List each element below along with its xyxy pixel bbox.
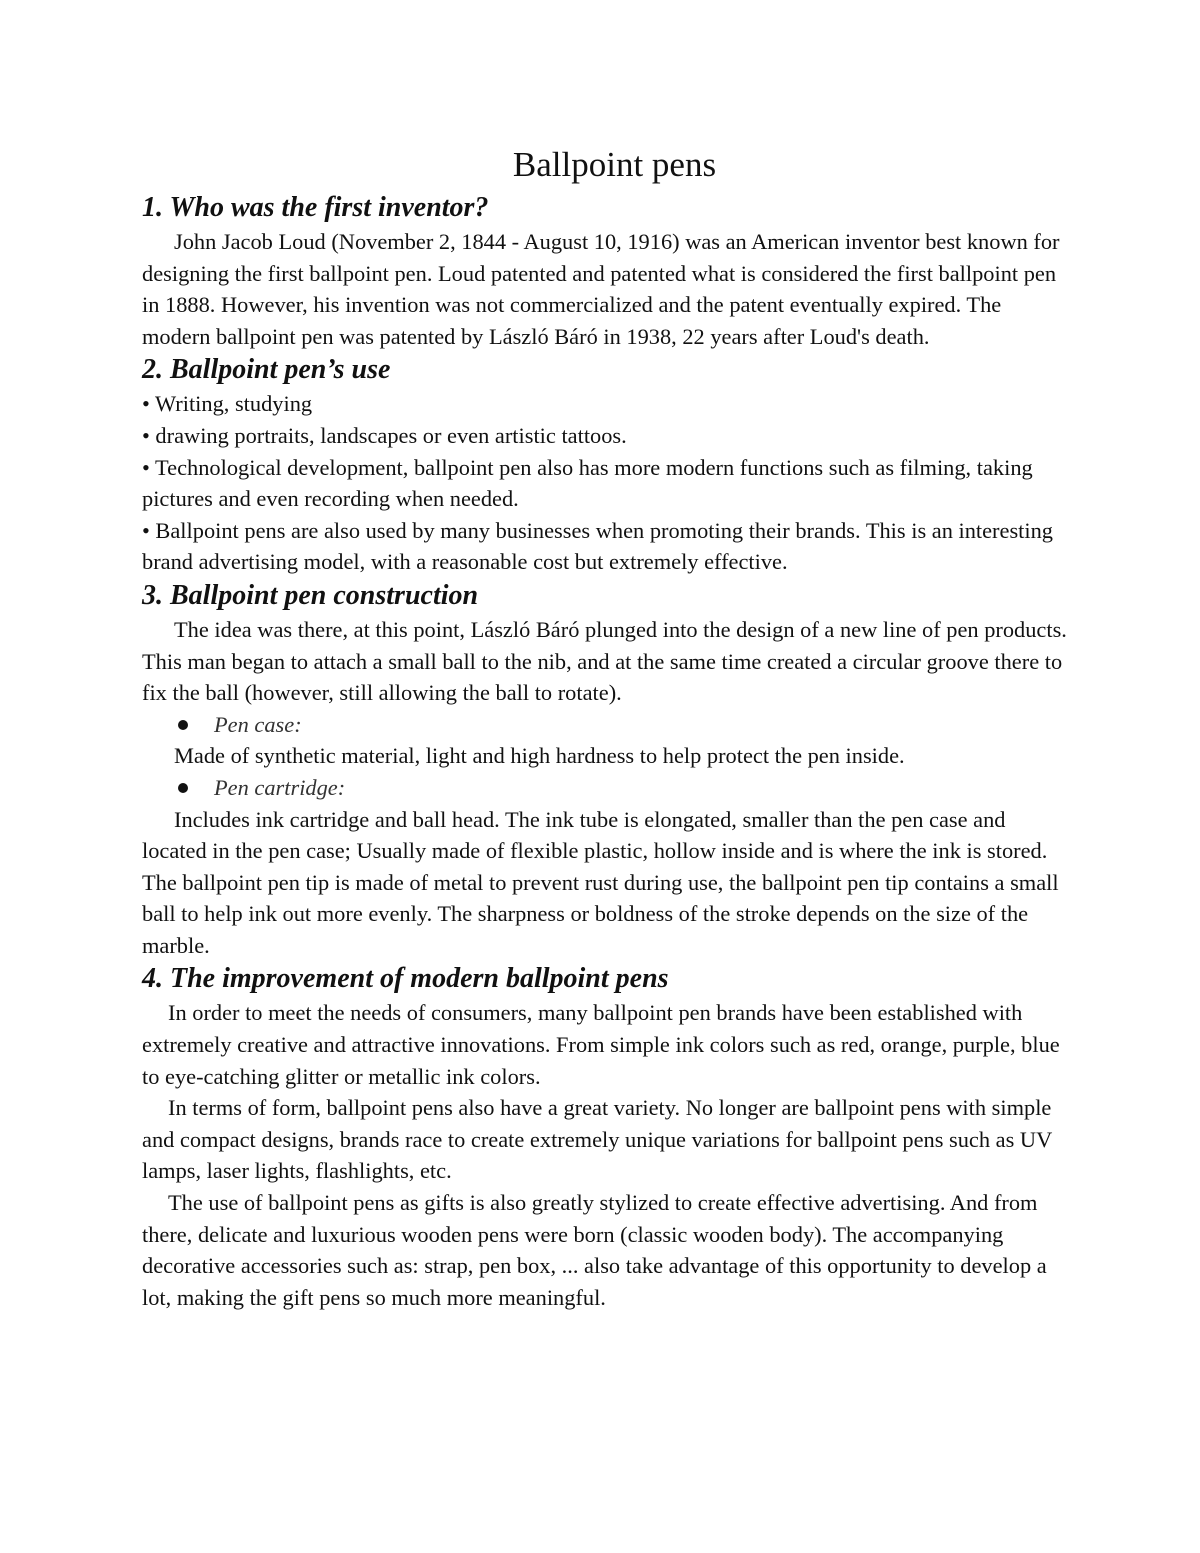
bullet-dot-icon xyxy=(178,783,188,793)
construction-intro-paragraph: The idea was there, at this point, László Báró plunged into the design of a new line of pen products. This man began to attach a small ball to the nib, and at the same time created a circular groove there to fix the ball (however, still allowing the ball to rotate). xyxy=(142,616,1067,706)
use-bullet-item: • Writing, studying xyxy=(142,391,313,417)
part-item-pen-case xyxy=(142,709,1067,741)
part-description: Made of synthetic material, light and high hardness to help protect the pen inside. xyxy=(174,743,905,769)
section-heading-improvement: 4. The improvement of modern ballpoint pens xyxy=(142,963,669,995)
use-bullet-item: • Ballpoint pens are also used by many businesses when promoting their brands. This is an interesting brand advertising model, with a reasonable cost but extremely effective. xyxy=(142,517,1053,575)
inventor-paragraph: John Jacob Loud (November 2, 1844 - August 10, 1916) was an American inventor best known for designing the first ballpoint pen. Loud patented and patented what is considered the first ballpoint pen in 1888. However, his invention was not commercialized and the patent eventually expired. The modern ballpoint pen was patented by László Báró in 1938, 22 years after Loud's death. xyxy=(142,229,1060,349)
improvement-paragraph: In order to meet the needs of consumers, many ballpoint pen brands have been established with extremely creative and attractive innovations. From simple ink colors such as red, orange, purple, blue to eye-catching glitter or metallic ink colors. xyxy=(142,1000,1060,1089)
section-heading-construction: 3. Ballpoint pen construction xyxy=(142,579,479,611)
part-description: Includes ink cartridge and ball head. The ink tube is elongated, smaller than the pen case and located in the pen case; Usually made of flexible plastic, hollow inside and is where the ink is stored. The ballpoint pen tip is made of metal to prevent rust during use, the ballpoint pen tip contains a small ball to help ink out more evenly. The sharpness or boldness of the stroke depends on the size of the marble. xyxy=(142,806,1059,958)
bullet-dot-icon xyxy=(178,720,188,730)
improvement-paragraph: The use of ballpoint pens as gifts is also greatly stylized to create effective advertising. And from there, delicate and luxurious wooden pens were born (classic wooden body). The accompanying decorative accessories such as: strap, pen box, ... also take advantage of this opportunity to develop a lot, making the gift pens so much more meaningful. xyxy=(142,1190,1047,1310)
part-item-pen-cartridge xyxy=(142,772,1067,804)
use-bullet-item: • Technological development, ballpoint pen also has more modern functions such as filming, taking pictures and even recording when needed. xyxy=(142,454,1033,512)
part-label: Pen case: xyxy=(214,711,302,737)
document-title: Ballpoint pens xyxy=(512,145,717,184)
document-page xyxy=(142,140,1067,1313)
part-label: Pen cartridge: xyxy=(214,774,346,800)
improvement-paragraph: In terms of form, ballpoint pens also have a great variety. No longer are ballpoint pens with simple and compact designs, brands race to create extremely unique variations for ballpoint pens such as UV lamps, laser lights, flashlights, etc. xyxy=(142,1095,1052,1184)
section-heading-use: 2. Ballpoint pen’s use xyxy=(142,354,391,386)
use-bullet-item: • drawing portraits, landscapes or even artistic tattoos. xyxy=(142,422,627,448)
section-heading-inventor: 1. Who was the first inventor? xyxy=(142,192,489,223)
